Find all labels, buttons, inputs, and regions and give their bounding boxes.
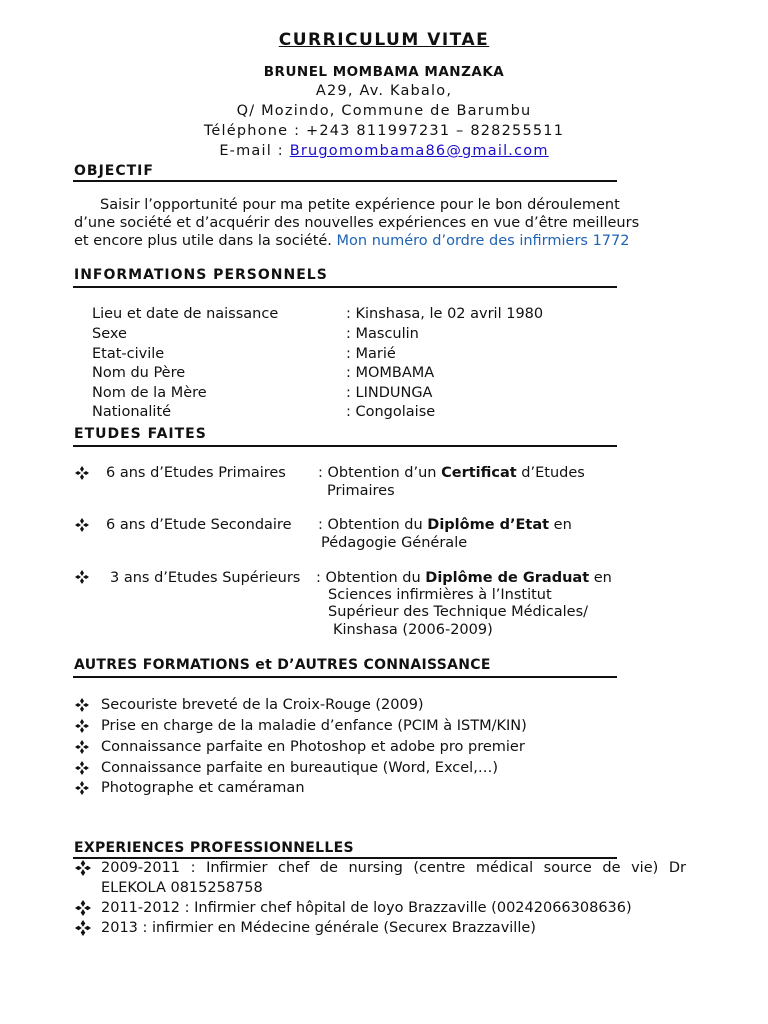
etude-desc xyxy=(318,464,585,484)
bullet-diamond-icon xyxy=(75,761,89,775)
list-item: Secouriste breveté de la Croix-Rouge (2009) xyxy=(101,697,424,713)
personal-value: : Masculin xyxy=(346,326,419,342)
bullet-diamond-icon xyxy=(75,466,89,480)
objectif-line-1: Saisir l’opportunité pour ma petite expérience pour le bon déroulement xyxy=(100,197,620,213)
section-title-etudes: ETUDES FAITES xyxy=(74,426,207,442)
personal-value: : Congolaise xyxy=(346,404,436,420)
etude-desc-cont: Sciences infirmières à l’Institut xyxy=(328,587,552,603)
email-link[interactable]: Brugomombama86@gmail.com xyxy=(289,143,549,159)
etude-desc-pre: : Obtention du xyxy=(318,517,428,533)
etude-desc-post: en xyxy=(589,570,612,586)
etude-desc-cont: Supérieur des Technique Médicales/ xyxy=(328,604,589,620)
bullet-diamond-icon xyxy=(75,719,89,733)
address-line-1: A29, Av. Kabalo, xyxy=(315,83,453,99)
personal-label: Etat-civile xyxy=(92,346,165,362)
cv-title: CURRICULUM VITAE xyxy=(278,30,490,50)
bullet-diamond-icon xyxy=(75,698,89,712)
list-item: Connaissance parfaite en bureautique (Word, Excel,…) xyxy=(101,760,498,776)
section-rule xyxy=(73,676,617,678)
section-title-personal: INFORMATIONS PERSONNELS xyxy=(74,267,328,283)
section-rule xyxy=(73,180,617,182)
nursing-order-number: Mon numéro d’ordre des infirmiers 1772 xyxy=(336,233,630,249)
objectif-line-3 xyxy=(74,232,686,250)
list-item: Photographe et caméraman xyxy=(101,780,305,796)
bullet-diamond-icon xyxy=(75,570,89,584)
personal-label: Sexe xyxy=(92,326,127,342)
objectif-line-3-text: et encore plus utile dans la société. xyxy=(74,233,337,249)
etude-desc-post: en xyxy=(549,517,572,533)
etude-desc-bold: Diplôme d’Etat xyxy=(427,517,550,533)
list-item: Connaissance parfaite en Photoshop et adobe pro premier xyxy=(101,739,525,755)
etude-desc xyxy=(318,516,572,536)
etude-desc-bold: Diplôme de Graduat xyxy=(425,570,590,586)
etude-desc-cont: Primaires xyxy=(327,483,395,499)
etude-label: 6 ans d’Etudes Primaires xyxy=(106,465,286,481)
section-title-experiences: EXPERIENCES PROFESSIONNELLES xyxy=(74,840,354,856)
bullet-diamond-icon xyxy=(75,900,91,916)
personal-label: Nom du Père xyxy=(92,365,186,381)
bullet-diamond-icon xyxy=(75,518,89,532)
personal-value: : LINDUNGA xyxy=(346,385,433,401)
etude-desc-cont: Pédagogie Générale xyxy=(321,535,468,551)
bullet-diamond-icon xyxy=(75,920,91,936)
etude-desc-bold: Certificat xyxy=(441,465,517,481)
etude-desc-post: d’Etudes xyxy=(516,465,585,481)
personal-value: : MOMBAMA xyxy=(346,365,435,381)
list-item: Prise en charge de la maladie d’enfance (PCIM à ISTM/KIN) xyxy=(101,718,527,734)
etude-desc-cont: Kinshasa (2006-2009) xyxy=(333,622,493,638)
experience-item-1-line-2: ELEKOLA 0815258758 xyxy=(101,880,263,896)
candidate-name: BRUNEL MOMBAMA MANZAKA xyxy=(263,64,505,80)
email-line xyxy=(0,142,768,162)
objectif-line-2: d’une société et d’acquérir des nouvelles expériences en vue d’être meilleurs xyxy=(74,215,640,231)
bullet-diamond-icon xyxy=(75,860,91,876)
bullet-diamond-icon xyxy=(75,781,89,795)
section-title-objectif: OBJECTIF xyxy=(74,163,154,179)
section-rule xyxy=(73,286,617,288)
section-title-autres: AUTRES FORMATIONS et D’AUTRES CONNAISSANCE xyxy=(74,657,491,673)
etude-label: 6 ans d’Etude Secondaire xyxy=(106,517,292,533)
personal-label: Nationalité xyxy=(92,404,172,420)
experience-item-2: 2011-2012 : Infirmier chef hôpital de loyo Brazzaville (00242066308636) xyxy=(101,900,632,916)
phone-line: Téléphone : +243 811997231 – 828255511 xyxy=(203,123,565,139)
personal-label: Lieu et date de naissance xyxy=(92,306,279,322)
bullet-diamond-icon xyxy=(75,740,89,754)
section-rule xyxy=(73,445,617,447)
etude-desc-pre: : Obtention du xyxy=(316,570,426,586)
personal-label: Nom de la Mère xyxy=(92,385,207,401)
experience-item-3: 2013 : infirmier en Médecine générale (Securex Brazzaville) xyxy=(101,920,536,936)
etude-desc-pre: : Obtention d’un xyxy=(318,465,442,481)
email-label: E-mail : xyxy=(219,143,290,159)
address-line-2: Q/ Mozindo, Commune de Barumbu xyxy=(236,103,532,119)
experience-item-1-line-1: 2009-2011 : Infirmier chef de nursing (centre médical source de vie) Dr xyxy=(101,860,686,876)
etude-label: 3 ans d’Etudes Supérieurs xyxy=(110,570,301,586)
personal-value: : Marié xyxy=(346,346,396,362)
personal-value: : Kinshasa, le 02 avril 1980 xyxy=(346,306,544,322)
